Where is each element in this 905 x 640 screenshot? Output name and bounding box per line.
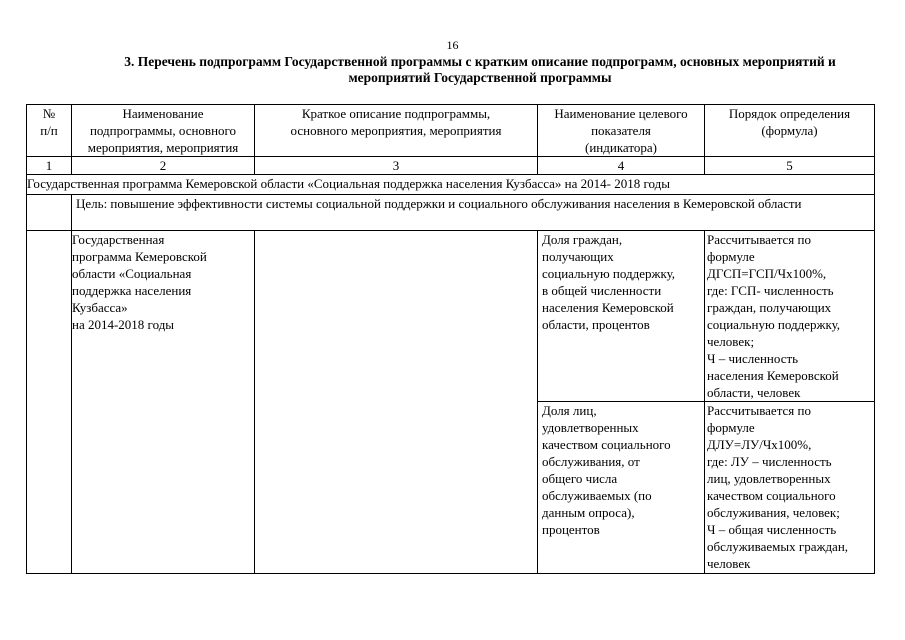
indicator-name-cell: Доля граждан, получающих социальную поддержку, в общей численности населения Кемеровской области, процентов	[538, 231, 705, 402]
table-header-row	[27, 105, 875, 157]
subprogram-table	[26, 104, 875, 574]
column-number: 1	[27, 157, 72, 175]
indicator-formula-cell: Рассчитывается по формуле ДЛУ=ЛУ/Чх100%, где: ЛУ – численность лиц, удовлетворенных качеством социального обслуживания, человек; Ч – общая численность обслуживаемых граждан, человек	[705, 402, 875, 574]
indicator-name-cell: Доля лиц, удовлетворенных качеством социального обслуживания, от общего числа обслуживаемых (по данным опроса), процентов	[538, 402, 705, 574]
column-number: 5	[705, 157, 875, 175]
column-number: 4	[538, 157, 705, 175]
header-subprogram-name: Наименование подпрограммы, основного мероприятия, мероприятия	[72, 105, 255, 157]
indicator-formula-cell: Рассчитывается по формуле ДГСП=ГСП/Чх100%, где: ГСП- численность граждан, получающих социальную поддержку, человек; Ч – численность населения Кемеровской области, человек	[705, 231, 875, 402]
column-number: 3	[255, 157, 538, 175]
program-title-row	[27, 175, 875, 195]
page-number: 16	[446, 38, 459, 52]
header-formula: Порядок определения (формула)	[705, 105, 875, 157]
header-description: Краткое описание подпрограммы, основного мероприятия, мероприятия	[255, 105, 538, 157]
header-number: № п/п	[27, 105, 72, 157]
program-description-cell	[255, 231, 538, 574]
program-title-cell: Государственная программа Кемеровской области «Социальная поддержка населения Кузбасса» на 2014- 2018 годы	[27, 175, 875, 195]
table-row	[27, 231, 875, 402]
row-number-cell	[27, 231, 72, 574]
header-indicator-name: Наименование целевого показателя (индикатора)	[538, 105, 705, 157]
goal-empty-cell	[27, 195, 72, 231]
program-name-cell: Государственная программа Кемеровской области «Социальная поддержка населения Кузбасса» на 2014-2018 годы	[72, 231, 255, 574]
goal-row	[27, 195, 875, 231]
column-number: 2	[72, 157, 255, 175]
goal-cell: Цель: повышение эффективности системы социальной поддержки и социального обслуживания населения в Кемеровской области	[72, 195, 875, 231]
column-number-row	[27, 157, 875, 175]
page-title: 3. Перечень подпрограмм Государственной программы с кратким описание подпрограмм, основных мероприятий и мероприятий Государственной программы	[124, 54, 836, 85]
